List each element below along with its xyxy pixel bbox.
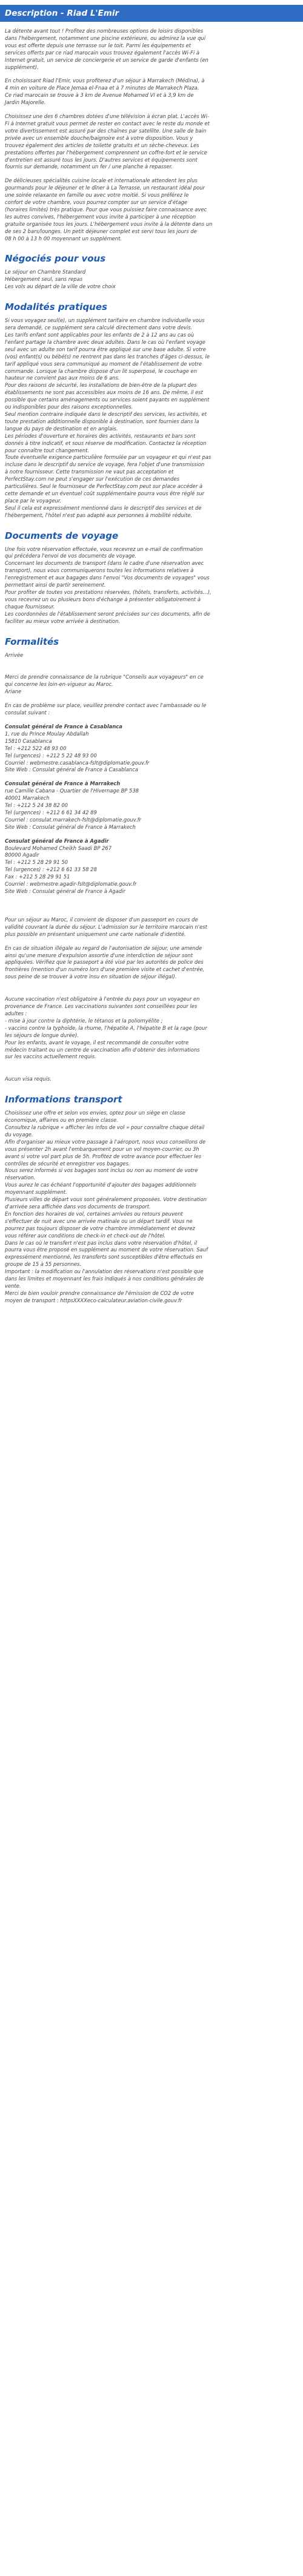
text-line: adultes : (5, 1010, 27, 1016)
section-heading: Négociés pour vous (5, 253, 106, 265)
spacer (5, 1067, 298, 1076)
section-modalites (5, 301, 298, 519)
text-line: plus possible en présentant uniquement une carte nationale d'identité. (5, 931, 186, 937)
text-line: vous recevrez un ou plusieurs bons d'échange à présenter obligatoirement à (5, 596, 201, 602)
text-line: de ses 2 bars/lounges. Un petit déjeuner complet est servi tous les jours de (5, 228, 197, 234)
text-line: Les vols au départ de la ville de votre choix (5, 283, 116, 290)
consulate-contact (5, 838, 298, 895)
paragraph (5, 996, 298, 1061)
text-line: Seul il cela est expressément mentionné dans le descriptif des services et de (5, 504, 202, 511)
text-line: les séjours de longue durée). (5, 1032, 79, 1038)
text-line: expressément mentionné, les transferts sont susceptibles d'être effectués en (5, 1254, 202, 1260)
text-line: pour connaître tout changement. (5, 447, 90, 453)
page (0, 5, 303, 1323)
text-line: moyennant supplément. (5, 1189, 67, 1196)
text-line: provenance de France. Les vaccinations suivantes sont conseillées pour les (5, 1003, 198, 1010)
paragraph (5, 546, 298, 625)
text-line: Aucun visa requis. (5, 1076, 52, 1082)
section-negocies (5, 253, 298, 291)
spacer (5, 987, 298, 996)
text-line: incluse dans le descriptif du service de voyage, fera l'objet d'une transmission (5, 461, 205, 468)
text-line: Concernant les documents de transport (dans le cadre d'une réservation avec (5, 560, 204, 567)
text-line: établissements ne sont pas accessibles aux moins de 16 ans. De même, il est (5, 389, 203, 396)
description-content (0, 22, 303, 1305)
text-line: qui précédera l'envoi de vos documents de voyage. (5, 553, 137, 559)
text-line: vous présenter 2h avant l'embarquement pour un vol moyen-courrier, ou 3h (5, 1145, 199, 1152)
section-heading: Documents de voyage (5, 530, 119, 541)
text-line: Afin d'organiser au mieux votre passage à l'aéroport, nous vous conseillons de (5, 1138, 206, 1145)
text-line: seul avec un adulte son tarif pourra être appliqué sur une base adulte. Si votre (5, 346, 206, 352)
text-line: commande. Lorsque la chambre dispose d'un lit superposé, le couchage en (5, 367, 198, 374)
text-line: Seul mention contraire indiquée dans le descriptif des services, les activités, et (5, 410, 207, 417)
text-line: confort de votre chambre, vous pourrez compter sur un service d'étage (5, 199, 188, 206)
text-line: contrôles de sécurité et enregistrer vos bagages. (5, 1160, 130, 1167)
consulate-line: Site Web : Consulat général de France à Agadir (5, 888, 125, 894)
text-line: En cas de situation illégale au regard de l'autorisation de séjour, une amende (5, 944, 202, 951)
text-line: Le séjour en Chambre Standard (5, 269, 86, 275)
text-line: toute prestation additionnelle disponible à destination, sont fournies dans la (5, 418, 199, 424)
text-line: particulières. Seul le fournisseur de PerfectStay.com peut sur place accéder à (5, 483, 203, 490)
text-line: Aucune vaccination n'est obligatoire à l'entrée du pays pour un voyageur en (5, 996, 200, 1003)
text-line: appliquées. Vérifiez que le passeport a été visé par les autorités de police des (5, 959, 204, 966)
consulate-contact (5, 723, 298, 774)
text-line: à notre fournisseur. Cette transmission ne vaut pas acceptation et (5, 469, 174, 475)
section-heading: Formalités (5, 636, 59, 647)
text-line: trouvez également des articles de toilette gratuits et un sèche-cheveux. Les (5, 142, 199, 148)
text-line: Choisissez une offre et selon vos envies, optez pour un siège en classe (5, 1110, 185, 1116)
banner-title: Description - Riad L'Emir (5, 8, 119, 18)
text-line: 08 h 00 à 13 h 00 moyennant un supplément. (5, 235, 122, 242)
paragraph (5, 1076, 298, 1083)
text-line: Ce riad marocain se trouve à 3 km de Avenue Mohamed VI et à 3,9 km de (5, 92, 194, 99)
text-line: l'enfant partage la chambre avec deux adultes. Dans le cas où l'enfant voyage (5, 338, 205, 345)
text-line: Les coordonnées de l'établissement seront précisées sur ces documents, afin de (5, 610, 210, 617)
section-formalites (5, 636, 298, 1084)
text-line: qui concerne les loin-en-vigueur au Maroc. (5, 681, 113, 688)
text-line: du voyage. (5, 1131, 33, 1138)
text-line: sous peine de se trouver à votre insu en situation de séjour illégal). (5, 973, 177, 980)
text-line: Ariane (5, 688, 22, 695)
text-line: (horaires limités) très pratique. Pour que vous puissiez faire connaissance avec (5, 206, 207, 212)
paragraph (5, 269, 298, 291)
text-line: tarif appliqué vous sera communiqué au moment de l'établissement de votre (5, 360, 202, 367)
section-heading: Modalités pratiques (5, 301, 107, 313)
text-line: Arrivée (5, 651, 24, 658)
text-line: Pour les enfants, avant le voyage, il est recommandé de consulter votre (5, 1039, 189, 1046)
text-line: En fonction des horaires de vol, certaines arrivées ou retours peuvent (5, 1210, 183, 1217)
text-line: gratuite organisée tous les jours. L'hébergement vous invite à la détente dans un (5, 220, 213, 227)
consulate-line: Tel : +212 5 24 38 82 00 (5, 802, 68, 809)
text-line: Toute éventuelle exigence particulière formulée par un voyageur et qui n'est pas (5, 454, 211, 461)
consulate-line: Courriel : webmestre.casablanca-fslt@diplomatie.gouv.fr (5, 759, 150, 766)
text-line: l'hébergement, l'hôtel n'est pas adapté aux personnes à mobilité réduite. (5, 512, 193, 518)
text-line: dans les limites et moyennant les frais indiqués à nos conditions générales de (5, 1276, 204, 1282)
text-line: - vaccins contre la typhoïde, la rhume, l'hépatite A, l'hépatite B et la rage (pour (5, 1024, 207, 1031)
section-transport (5, 1094, 298, 1304)
consulate-title: Consulat général de France à Casablanca (5, 723, 122, 730)
text-line: pourra vous être proposé en supplément au moment de votre réservation. Sauf (5, 1247, 208, 1253)
text-line: frontières (mention d'un numéro lors d'une première visite et cachet d'entrée, (5, 966, 205, 973)
spacer (5, 22, 298, 28)
text-line: vous est offerte depuis une terrasse sur le toit. Parmi les équipements et (5, 42, 191, 48)
consulate-line: Tel (urgences) : +212 6 61 33 58 28 (5, 866, 97, 873)
text-line: prestations offertes par l'hébergement comprennent un coffre-fort et le service (5, 149, 207, 156)
text-line: Si vous voyagez seul(e), un supplément tarifaire en chambre individuelle vous (5, 317, 205, 324)
text-line: cette demande et un éventuel coût supplémentaire pourra vous être réglé sur (5, 490, 205, 496)
text-line: Jardin Majorelle. (5, 99, 46, 106)
text-line: possible que certains aménagements ou services soient payants en supplément (5, 397, 210, 403)
consulate-line: rue Camille Cabana - Quartier de l'Hivernage BP 538 (5, 788, 139, 794)
text-line: s'effectuer de nuit avec une arrivée matinale ou un départ tardif. Vous ne (5, 1217, 193, 1224)
text-line: réservation. (5, 1174, 36, 1181)
text-line: place par le voyageur. (5, 497, 62, 504)
text-line: Consultez la rubrique « afficher les infos de vol » pour connaître chaque détail (5, 1124, 205, 1131)
text-line: d'entretien est assuré tous les jours. D'autres services et équipements sont (5, 156, 198, 163)
text-line: Les tarifs enfant sont applicables pour les enfants de 2 à 12 ans au cas où (5, 332, 195, 338)
text-line: avant si votre vol part plus de 5h. Profitez de votre avance pour effectuer les (5, 1153, 202, 1159)
text-line: En cas de problème sur place, veuillez prendre contact avec l'ambassade ou le (5, 702, 207, 709)
text-line: vous référer aux conditions de check-in et check-out de l'hôtel. (5, 1232, 166, 1239)
text-line: ainsi qu'une mesure d'expulsion assortie d'une interdiction de séjour sont (5, 952, 193, 958)
text-line: ou indisponibles pour des raisons exceptionnelles. (5, 404, 133, 410)
section-heading: Informations transport (5, 1094, 122, 1105)
text-line: Pour un séjour au Maroc, il convient de disposer d'un passeport en cours de (5, 916, 198, 923)
text-line: Hébergement seul, sans repas (5, 276, 83, 283)
text-line: transport), nous vous communiquerons toutes les informations relatives à (5, 567, 194, 574)
text-line: hauteur ne convient pas aux moins de 6 ans. (5, 375, 120, 381)
text-line: consulat suivant : (5, 710, 50, 716)
consulate-line: Fax : +212 5 28 29 91 51 (5, 874, 70, 880)
consulate-title: Consulat général de France à Agadir (5, 837, 109, 844)
text-line: Une fois votre réservation effectuée, vous recevrez un e-mail de confirmation (5, 545, 203, 552)
paragraph (5, 652, 298, 659)
text-line: De délicieuses spécialités cuisine locale et internationale attendent les plus (5, 177, 198, 184)
consulate-line: Tel (urgences) : +212 6 61 34 42 89 (5, 809, 97, 815)
consulate-title: Consulat général de France à Marrakech (5, 780, 121, 787)
text-line: privée avec un ensemble douche/baignoire est à votre disposition. Vous y (5, 134, 193, 141)
section-intro (5, 22, 298, 242)
text-line: médecin traitant ou un centre de vaccination afin d'obtenir des informations (5, 1046, 200, 1053)
text-line: économique, affaires ou en première classe. (5, 1117, 118, 1124)
paragraph (5, 1110, 298, 1304)
text-line: langue du pays de destination et en anglais. (5, 425, 118, 432)
consulate-line: Tel : +212 522 48 93 00 (5, 745, 67, 751)
paragraph (5, 28, 298, 71)
consulate-line: Courriel : webmestre.agadir-fslt@diplomatie.gouv.fr (5, 881, 137, 888)
text-line: - mise à jour contre la diphtérie, le tétanos et la poliomyélite ; (5, 1017, 163, 1024)
text-line: PerfectStay.com ne peut s'engager sur l'exécution de ces demandes (5, 476, 179, 483)
text-line: dans l'hébergement, notamment une piscine extérieure, ou admirez la vue qui (5, 35, 206, 41)
paragraph (5, 113, 298, 171)
text-line: Plusieurs villes de départ vous sont généralement proposées. Votre destination (5, 1196, 207, 1203)
consulate-line: Site Web : Consulat général de France à Casablanca (5, 766, 138, 773)
consulate-line: 15810 Casablanca (5, 737, 52, 744)
text-line: donnés à titre indicatif, et sous réserve de modification. Contactez la réception (5, 440, 207, 446)
text-line: moyen de transport : httpsXXXXeco-calculateur.aviation-civile.gouv.fr (5, 1297, 182, 1303)
text-line: d'arrivée sera affichée dans vos documents de transport. (5, 1204, 151, 1210)
text-line: Merci de bien vouloir prendre connaissance de l'émission de CO2 de votre (5, 1290, 194, 1296)
text-line: Pour des raisons de sécurité, les installations de bien-être de la plupart des (5, 382, 197, 389)
consulate-line: Tel (urgences) : +212 5 22 48 93 00 (5, 752, 97, 759)
consulate-line: 40001 Marrakech (5, 795, 50, 802)
text-line: pourrez pas toujours disposer de votre chambre immédiatement et devrez (5, 1225, 195, 1231)
text-line: gourmands pour le déjeuner et le dîner à La Terrasse, un restaurant idéal pour (5, 185, 205, 191)
text-line: chaque fournisseur. (5, 603, 55, 610)
consulate-line: Courriel : consulat.marrakech-fslt@diplomatie.gouv.fr (5, 816, 141, 823)
text-line: sur les vaccins actuellement requis. (5, 1053, 96, 1060)
text-line: Choisissez une des 6 chambres dotées d'une télévision à écran plat. L'accès Wi- (5, 113, 209, 120)
text-line: les autres convives, l'hébergement vous invite à participer à une réception (5, 213, 196, 220)
text-line: Vous aurez le cas échéant l'opportunité d'ajouter des bagages additionnels (5, 1182, 196, 1188)
paragraph (5, 177, 298, 242)
text-line: Merci de prendre connaissance de la rubrique "Conseils aux voyageurs" en ce (5, 674, 204, 680)
text-line: (vos) enfant(s) ou bébé(s) ne rentrent pas dans les tranches d'âges ci-dessus, le (5, 353, 210, 360)
spacer (5, 665, 298, 674)
text-line: fournis sur demande, notamment un fer / une planche à repasser. (5, 163, 173, 170)
consulate-line: 1, rue du Prince Moulay Abdallah (5, 730, 89, 737)
paragraph (5, 674, 298, 696)
text-line: vente. (5, 1282, 21, 1289)
text-line: validité couvrant la durée du séjour. L'admission sur le territoire marocain n'est (5, 923, 207, 930)
text-line: permettant ainsi de partir sereinement. (5, 582, 106, 588)
text-line: Dans le cas où le transfert n'est pas inclus dans votre réservation d'hôtel, il (5, 1239, 198, 1246)
spacer (5, 902, 298, 917)
text-line: La détente avant tout ! Profitez des nombreuses options de loisirs disponibles (5, 28, 204, 34)
consulate-line: 80000 Agadir (5, 852, 39, 858)
description-banner (0, 5, 303, 22)
paragraph (5, 77, 298, 107)
paragraph (5, 917, 298, 938)
text-line: votre divertissement est assuré par des chaînes par satellite. Une salle de bain (5, 127, 207, 134)
text-line: Fi à Internet gratuit vous permet de rester en contact avec le reste du monde et (5, 120, 210, 127)
text-line: groupe de 15 à 55 personnes. (5, 1261, 82, 1268)
text-line: Pour profiter de toutes vos prestations réservées, (hôtels, transferts, activités...), (5, 589, 211, 595)
text-line: Internet gratuit, un service de conciergerie et un service de garde d'enfants (en (5, 56, 208, 63)
text-line: Les périodes d'ouverture et horaires des activités, restaurants et bars sont (5, 432, 196, 439)
text-line: 4 min en voiture de Place Jemaa el-Fnaa et à 7 minutes de Marrakech Plaza. (5, 85, 199, 91)
text-line: sera demandé, ce supplément sera calculé directement dans votre devis. (5, 324, 193, 331)
text-line: Important : la modification ou l'annulation des réservations n'est possible que (5, 1268, 204, 1275)
consulate-line: Site Web : Consulat général de France à Marrakech (5, 823, 136, 830)
text-line: l'enregistrement et aux bagages dans l'envoi "Vos documents de voyages" vous (5, 575, 210, 581)
text-line: En choisissant Riad l'Emir, vous profiterez d'un séjour à Marrakech (Médina), à (5, 77, 205, 84)
paragraph (5, 945, 298, 981)
paragraph (5, 317, 298, 519)
section-documents (5, 530, 298, 625)
consulate-contact (5, 780, 298, 831)
text-line: Nous serez informés si vos bagages sont inclus ou non au moment de votre (5, 1167, 198, 1174)
consulate-line: Tel : +212 5 28 29 91 50 (5, 859, 68, 866)
text-line: services offerts par ce riad marocain vous trouvez également l'accès Wi-Fi à (5, 49, 199, 56)
paragraph (5, 702, 298, 717)
text-line: supplément). (5, 64, 39, 70)
consulate-line: Boulevard Mohamed Cheikh Saadi BP 267 (5, 845, 112, 851)
text-line: une soirée relaxante en famille ou avec votre moitié. Si vous préférez le (5, 192, 189, 199)
text-line: faciliter au mieux votre arrivée à destination. (5, 618, 121, 624)
